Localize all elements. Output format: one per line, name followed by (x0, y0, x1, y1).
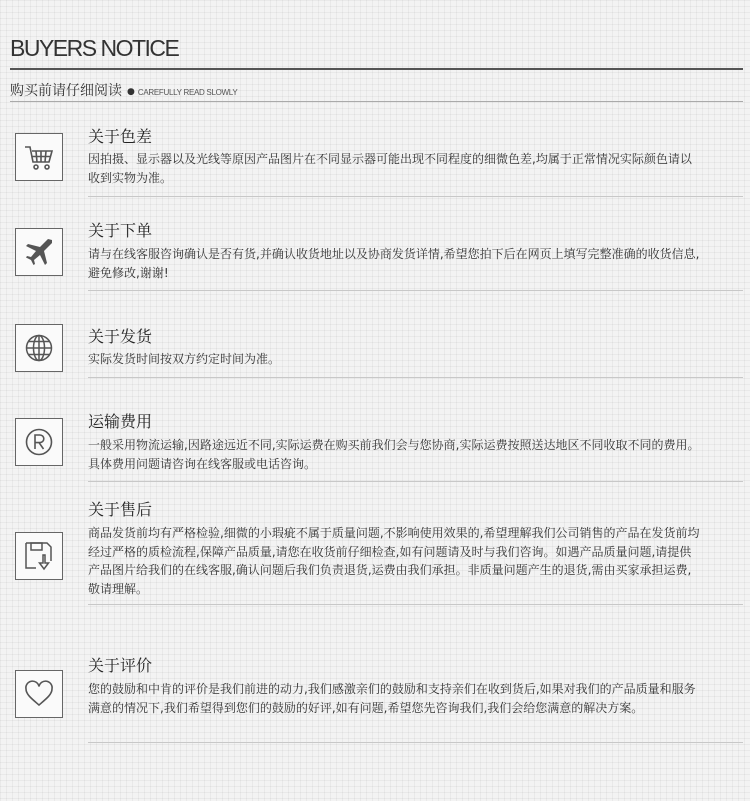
section-title: 关于色差 (88, 127, 153, 146)
section-divider (88, 481, 743, 482)
section-body: 一般采用物流运输,因路途远近不同,实际运费在购买前我们会与您协商,实际运费按照送达地区不同收取不同的费用。具体费用问题请咨询在线客服或电话咨询。 (88, 438, 700, 471)
section-title: 关于评价 (88, 656, 153, 675)
section-body: 商品发货前均有严格检验,细微的小瑕疵不属于质量问题,不影响使用效果的,希望理解我们公司销售的产品在发货前均经过严格的质检流程,保障产品质量,请您在收货前仔细检查,如有问题请及时与我们咨询。如遇产品质量问题,请提供 产品图片给我们的在线客服,确认问题后我们负责退货,运费由我们承担。非质量问题产生的退货,需由买家承担运费,敬请理解。 (88, 526, 700, 596)
heart-icon (15, 670, 63, 718)
title-divider (10, 68, 743, 70)
save-download-icon (15, 532, 63, 580)
section-body: 请与在线客服咨询确认是否有货,并确认收货地址以及协商发货详情,希望您拍下后在网页上填写完整准确的收货信息,避免修改,谢谢! (88, 247, 700, 280)
section-divider (88, 377, 743, 378)
page-subtitle (10, 80, 237, 100)
section-divider (88, 604, 743, 605)
section-title: 关于发货 (88, 327, 153, 346)
page-title: BUYERS NOTICE (10, 35, 179, 61)
section-body: 实际发货时间按双方约定时间为准。 (88, 352, 281, 366)
section-body: 您的鼓励和中肯的评价是我们前进的动力,我们感激亲们的鼓励和支持亲们在收到货后,如果对我们的产品质量和服务满意的情况下,我们希望得到您们的鼓励的好评,如有问题,希望您先咨询我们,我们会给您满意的解决方案。 (88, 682, 696, 715)
registered-icon (15, 418, 63, 466)
section-divider (88, 742, 743, 743)
subtitle-chinese: 购买前请仔细阅读 (10, 83, 122, 99)
subtitle-bullet: ● (127, 87, 135, 97)
section-divider (88, 196, 743, 197)
globe-icon (15, 324, 63, 372)
section-body: 因拍摄、显示器以及光线等原因产品图片在不同显示器可能出现不同程度的细微色差,均属于正常情况实际颜色请以收到实物为准。 (88, 152, 692, 185)
section-title: 关于下单 (88, 221, 153, 240)
airplane-icon (15, 228, 63, 276)
section-divider (88, 290, 743, 291)
section-title: 运输费用 (88, 412, 153, 431)
subtitle-divider (10, 101, 743, 102)
subtitle-english: CAREFULLY READ SLOWLY (137, 88, 238, 97)
section-title: 关于售后 (88, 500, 153, 519)
shopping-cart-icon (15, 133, 63, 181)
